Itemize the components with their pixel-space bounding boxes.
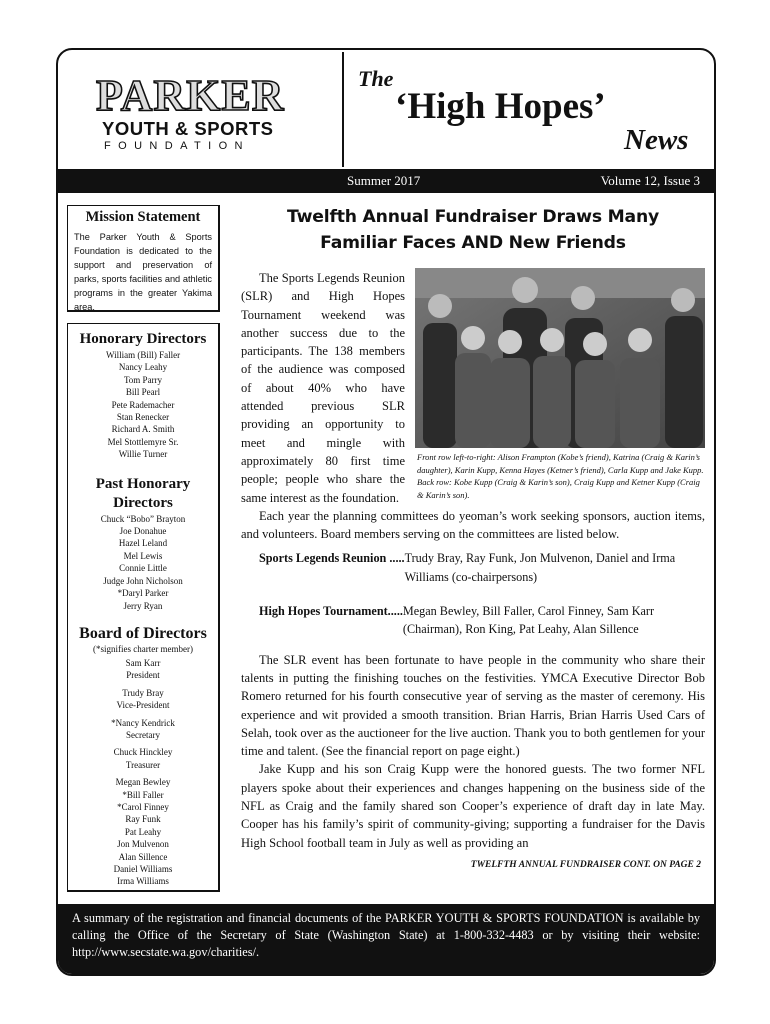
list-item: Nancy Leahy (118, 362, 168, 373)
foundation-logo (62, 52, 344, 167)
issue-volume: Volume 12, Issue 3 (600, 173, 700, 188)
past-honorary-heading-line2: Directors (113, 494, 173, 511)
article-headline (241, 204, 705, 256)
main-article (241, 204, 705, 870)
photo-caption: Front row left-to-right: Alison Frampton (Kobe’s friend), Katrina (Craig & Karin’s daughter), Karin Kupp, Kenna Hayes (Ketner’s friend), Carla Kupp and Jake Kupp. Back row: Kobe Kupp (Craig & Karin’s son), Craig Kupp and Ketner Kupp (Craig & Karin’s son). (417, 452, 704, 500)
committee-sports-legends (241, 549, 705, 586)
honorary-directors-list (68, 349, 218, 461)
list-item: Pete Rademacher (111, 399, 175, 410)
footer-notice: A summary of the registration and financial documents of the PARKER YOUTH & SPORTS FOUNDATION is available by calling the Office of the Secretary of State (Washington State) at 1-800-332-4483 or by visiting their website: http://www.secstate.wa.gov/charities/. (58, 904, 714, 974)
directors-box (67, 323, 220, 892)
list-item: Tom Parry (123, 374, 163, 385)
article-paragraph-4: Jake Kupp and his son Craig Kupp were the honored guests. The two former NFL players spoke about their experiences and changes happening on the business side of the NFL as Craig and the family shared son Cooper’s experience of draft day in late May. Cooper has his family’s spirit of community-giving; supporting a fundraiser for the Davis High School football team in July as well as providing an (241, 762, 705, 850)
mission-heading: Mission Statement (85, 209, 201, 225)
logo-parker-text: PARKER (96, 71, 285, 120)
list-item: *Bill Faller (122, 789, 164, 800)
sidebar (67, 205, 220, 892)
officer-name: Trudy Bray (122, 687, 164, 698)
list-item: Stan Renecker (116, 412, 170, 423)
officer-name: Sam Karr (125, 657, 161, 668)
board-note: (*signifies charter member) (93, 643, 193, 654)
honorary-directors-heading: Honorary Directors (79, 331, 207, 347)
newsletter-page (56, 48, 716, 976)
article-paragraph-1: The Sports Legends Reunion (SLR) and High Hopes Tournament weekend was another success due to the participants. The 138 members of the audience was composed of about 40% who have attended previous SLR providing an opportunity to meet and mingle with approximately 80 first time people; people who share the same interest as the foundation. (241, 271, 405, 505)
mission-statement-box (67, 205, 220, 312)
list-item: *Daryl Parker (117, 588, 169, 599)
committee-high-hopes (241, 602, 705, 639)
list-item: Bill Pearl (125, 387, 161, 398)
list-item: Mel Stottlemyre Sr. (107, 436, 179, 447)
committee-label: Sports Legends Reunion ..... (259, 551, 405, 566)
list-item: Chuck “Bobo” Brayton (100, 513, 186, 524)
board-heading: Board of Directors (79, 624, 207, 642)
officer-title: Treasurer (125, 759, 161, 770)
mission-text: The Parker Youth & Sports Foundation is dedicated to the support and preservation of parks, sports facilities and athletic programs in the greater Yakima area. (74, 232, 212, 312)
past-honorary-list (68, 513, 218, 612)
committee-label: High Hopes Tournament..... (259, 604, 403, 619)
masthead (58, 50, 714, 169)
past-honorary-heading-line1: Past Honorary (95, 475, 191, 492)
issue-bar (58, 169, 714, 193)
board-members-list (68, 776, 218, 888)
list-item: Megan Bewley (115, 777, 171, 788)
list-item: Judge John Nicholson (103, 575, 183, 586)
board-officer (68, 746, 218, 771)
title-the: The (358, 66, 394, 91)
officer-title: President (126, 670, 160, 681)
list-item: Hazel Leland (118, 538, 168, 549)
continued-notice: TWELFTH ANNUAL FUNDRAISER CONT. ON PAGE 2 (470, 859, 701, 870)
newsletter-title: ‘High Hopes’ (395, 86, 606, 127)
list-item: Richard A. Smith (111, 424, 175, 435)
past-honorary-heading (68, 475, 218, 513)
list-item: Ray Funk (125, 814, 161, 825)
list-item: Pat Leahy (124, 826, 162, 837)
list-item: Alan Sillence (118, 851, 168, 862)
title-news: News (624, 124, 689, 156)
headline-line2: Familiar Faces AND New Friends (320, 233, 626, 253)
committee-members: Trudy Bray, Ray Funk, Jon Mulvenon, Daniel and Irma Williams (co-chairpersons) (404, 551, 676, 584)
article-paragraph-3: The SLR event has been fortunate to have people in the community who share their talents in putting the finishing touches on the festivities. YMCA Executive Director Bob Romero returned for his fourth consecutive year of serving as the master of ceremony. His experience and wit provided a smooth transition. Brian Harris, Brian Harris Used Cars of Selah, took over as the auctioneer for the live auction. Thank you to both gentlemen for your time and talent. (See the financial report on page eight.) (241, 652, 705, 759)
article-paragraph-2: Each year the planning committees do yeoman’s work seeking sponsors, auction items, and volunteers. Board members serving on the committees are listed below. (241, 508, 705, 542)
list-item: Connie Little (119, 563, 167, 574)
officer-title: Vice-President (116, 700, 170, 711)
logo-foundation-text: FOUNDATION (104, 140, 250, 152)
committee-members: Megan Bewley, Bill Faller, Carol Finney, Sam Karr (Chairman), Ron King, Pat Leahy, Alan Sillence (402, 604, 655, 637)
officer-name: *Nancy Kendrick (111, 717, 175, 728)
officer-title: Secretary (126, 729, 160, 740)
list-item: Daniel Williams (113, 864, 173, 874)
list-item: Mel Lewis (123, 550, 163, 561)
list-item: Irma Williams (117, 876, 169, 887)
list-item: Willie Turner (118, 449, 168, 460)
list-item: *Carol Finney (117, 801, 169, 812)
group-photo (415, 268, 705, 501)
issue-season: Summer 2017 (347, 173, 421, 188)
list-item: Joe Donahue (119, 526, 167, 537)
board-officer (68, 687, 218, 712)
group-photo-image (415, 268, 705, 448)
list-item: William (Bill) Faller (105, 350, 181, 360)
headline-line1: Twelfth Annual Fundraiser Draws Many (286, 207, 659, 227)
list-item: Jerry Ryan (123, 600, 163, 611)
board-officer (68, 717, 218, 742)
officer-name: Chuck Hinckley (113, 747, 173, 758)
list-item: Jon Mulvenon (117, 839, 169, 850)
logo-youth-sports-text: YOUTH & SPORTS (102, 118, 274, 139)
board-officer (68, 657, 218, 682)
